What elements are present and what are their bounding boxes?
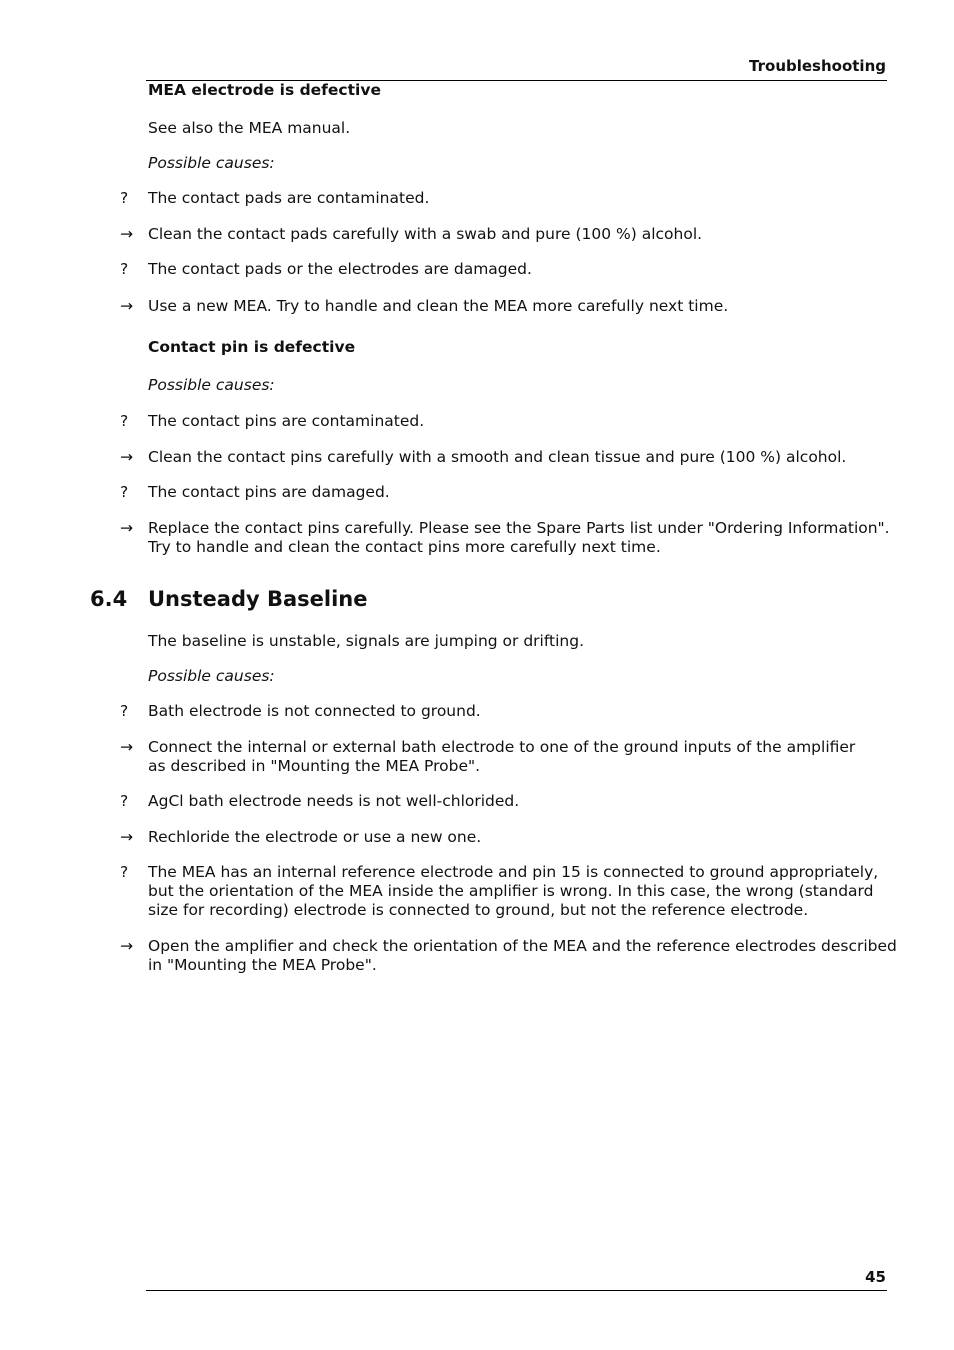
cause-text: size for recording) electrode is connected to ground, but not the reference electrode. <box>148 901 809 919</box>
arrow-right-icon: → <box>120 738 133 756</box>
possible-causes-label: Possible causes: <box>148 667 275 685</box>
question-icon: ? <box>120 792 129 810</box>
possible-causes-label: Possible causes: <box>148 376 275 394</box>
subheading-mea-electrode: MEA electrode is defective <box>148 81 381 99</box>
remedy-text: Try to handle and clean the contact pins more carefully next time. <box>148 538 661 556</box>
question-icon: ? <box>120 483 129 501</box>
cause-text: The contact pins are damaged. <box>148 483 390 501</box>
cause-text: The contact pads or the electrodes are damaged. <box>148 260 532 278</box>
section-intro: The baseline is unstable, signals are jumping or drifting. <box>148 632 585 650</box>
question-icon: ? <box>120 260 129 278</box>
cause-text: but the orientation of the MEA inside the amplifier is wrong. In this case, the wrong (standard <box>148 882 874 900</box>
cause-text: The contact pins are contaminated. <box>148 412 425 430</box>
remedy-text: Rechloride the electrode or use a new one. <box>148 828 482 846</box>
remedy-text: Clean the contact pins carefully with a smooth and clean tissue and pure (100 %) alcohol. <box>148 448 847 466</box>
arrow-right-icon: → <box>120 828 133 846</box>
remedy-text: Connect the internal or external bath electrode to one of the ground inputs of the amplifier <box>148 738 856 756</box>
question-icon: ? <box>120 702 129 720</box>
question-icon: ? <box>120 863 129 881</box>
page-number: 45 <box>865 1268 886 1286</box>
remedy-text: Replace the contact pins carefully. Please see the Spare Parts list under "Ordering Information". <box>148 519 890 537</box>
question-icon: ? <box>120 412 129 430</box>
subheading-contact-pin: Contact pin is defective <box>148 338 356 356</box>
remedy-text: Clean the contact pads carefully with a swab and pure (100 %) alcohol. <box>148 225 703 243</box>
arrow-right-icon: → <box>120 519 133 537</box>
possible-causes-label: Possible causes: <box>148 154 275 172</box>
cause-text: Bath electrode is not connected to ground. <box>148 702 481 720</box>
section-title: Unsteady Baseline <box>148 587 368 611</box>
remedy-text: Use a new MEA. Try to handle and clean the MEA more carefully next time. <box>148 297 729 315</box>
arrow-right-icon: → <box>120 225 133 243</box>
arrow-right-icon: → <box>120 297 133 315</box>
remedy-text: as described in "Mounting the MEA Probe". <box>148 757 481 775</box>
remedy-text: in "Mounting the MEA Probe". <box>148 956 377 974</box>
see-also-text: See also the MEA manual. <box>148 119 351 137</box>
page-footer <box>146 1268 887 1291</box>
remedy-text: Open the amplifier and check the orientation of the MEA and the reference electrodes described <box>148 937 897 955</box>
arrow-right-icon: → <box>120 448 133 466</box>
cause-text: The contact pads are contaminated. <box>148 189 430 207</box>
question-icon: ? <box>120 189 129 207</box>
cause-text: The MEA has an internal reference electrode and pin 15 is connected to ground appropriately, <box>148 863 879 881</box>
section-number: 6.4 <box>90 587 128 611</box>
cause-text: AgCl bath electrode needs is not well-chlorided. <box>148 792 520 810</box>
page-header <box>146 57 887 81</box>
running-title: Troubleshooting <box>749 57 886 75</box>
arrow-right-icon: → <box>120 937 133 955</box>
